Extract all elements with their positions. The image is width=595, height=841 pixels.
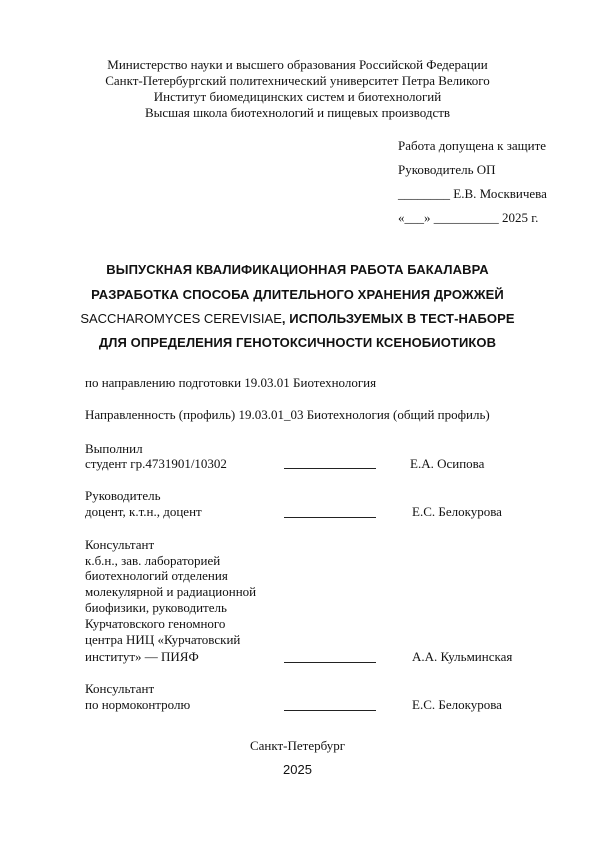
study-profile: Направленность (профиль) 19.03.01_03 Биотехнология (общий профиль) — [85, 407, 490, 422]
role-line: к.б.н., зав. лабораторией — [85, 553, 221, 568]
signatory-name: Е.А. Осипова — [410, 456, 485, 471]
title-line-3: ДЛЯ ОПРЕДЕЛЕНИЯ ГЕНОТОКСИЧНОСТИ КСЕНОБИОТИКОВ — [98, 335, 497, 350]
signature-line — [284, 662, 376, 663]
study-direction: по направлению подготовки 19.03.01 Биотехнология — [85, 375, 377, 390]
role-line: доцент, к.т.н., доцент — [85, 504, 202, 519]
university-line: Санкт-Петербургский политехнический университет Петра Великого — [105, 73, 490, 88]
role-line: молекулярной и радиационной — [85, 584, 257, 599]
approval-admitted: Работа допущена к защите — [398, 138, 547, 153]
title-line-2-rest: , ИСПОЛЬЗУЕМЫХ В ТЕСТ-НАБОРЕ — [281, 311, 515, 326]
approval-head: Руководитель ОП — [398, 162, 496, 177]
role-line: по нормоконтролю — [85, 697, 191, 712]
role-line: Руководитель — [85, 488, 161, 503]
signature-line — [284, 710, 376, 711]
signatory-name: Е.С. Белокурова — [412, 697, 502, 712]
footer-city: Санкт-Петербург — [249, 738, 346, 753]
signature-line — [284, 468, 376, 469]
role-line: биотехнологий отделения — [85, 568, 228, 583]
species-name: SACCHAROMYCES CEREVISIAE — [80, 311, 282, 326]
signatory-name: А.А. Кульминская — [412, 649, 513, 664]
institute-line: Институт биомедицинских систем и биотехнологий — [153, 89, 442, 104]
title-line-1: РАЗРАБОТКА СПОСОБА ДЛИТЕЛЬНОГО ХРАНЕНИЯ ДРОЖЖЕЙ — [91, 287, 504, 302]
signatory-name: Е.С. Белокурова — [412, 504, 502, 519]
role-line: Курчатовского геномного — [85, 616, 226, 631]
role-line: биофизики, руководитель — [85, 600, 227, 615]
role-line: Выполнил — [85, 441, 143, 456]
approval-date: «___» __________ 2025 г. — [398, 210, 539, 225]
role-line: институт» — ПИЯФ — [85, 649, 199, 664]
role-line: студент гр.4731901/10302 — [85, 456, 227, 471]
ministry-line: Министерство науки и высшего образования Российской Федерации — [107, 57, 488, 72]
role-line: Консультант — [85, 681, 155, 696]
footer-year: 2025 — [283, 762, 312, 777]
signature-line — [284, 517, 376, 518]
role-line: центра НИЦ «Курчатовский — [85, 632, 241, 647]
title-type: ВЫПУСКНАЯ КВАЛИФИКАЦИОННАЯ РАБОТА БАКАЛАВРА — [106, 262, 489, 277]
title-line-2 — [0, 311, 595, 327]
school-line: Высшая школа биотехнологий и пищевых производств — [144, 105, 451, 120]
approval-signature: ________ Е.В. Москвичева — [398, 186, 547, 201]
role-line: Консультант — [85, 537, 155, 552]
